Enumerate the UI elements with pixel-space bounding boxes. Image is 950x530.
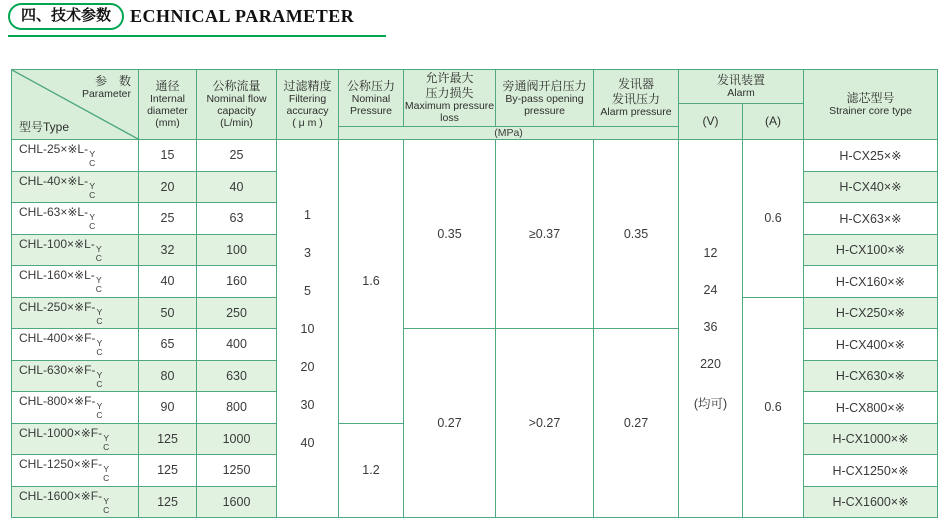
header-nominal-flow: 公称流量 Nominal flow capacity (L/min) xyxy=(197,70,277,140)
flow-cell: 100 xyxy=(197,234,277,266)
flow-cell: 250 xyxy=(197,297,277,329)
yc-suffix: Y C xyxy=(96,369,103,389)
header-volt: (V) xyxy=(679,104,743,140)
header-strainer-core-type: 滤芯型号 Strainer core type xyxy=(804,70,938,140)
model-cell: CHL-40×※L- Y C xyxy=(12,171,139,203)
flow-cell: 1250 xyxy=(197,455,277,487)
header-amp: (A) xyxy=(743,104,804,140)
header-mpa-unit: (MPa) xyxy=(339,127,679,140)
header-bypass-opening-pressure: 旁通阀开启压力 By-pass opening pressure xyxy=(496,70,594,127)
yc-suffix: Y C xyxy=(96,338,103,358)
diameter-cell: 25 xyxy=(139,203,197,235)
flow-cell: 400 xyxy=(197,329,277,361)
diameter-cell: 15 xyxy=(139,140,197,172)
max-pressure-loss-top-cell: 0.35 xyxy=(404,140,496,329)
diameter-cell: 125 xyxy=(139,486,197,518)
model-cell: CHL-630×※F- Y C xyxy=(12,360,139,392)
yc-suffix: Y C xyxy=(95,275,102,295)
strainer-cell: H-CX40×※ xyxy=(804,171,938,203)
diameter-cell: 125 xyxy=(139,455,197,487)
alarm-pressure-bottom-cell: 0.27 xyxy=(594,329,679,518)
model-cell: CHL-63×※L- Y C xyxy=(12,203,139,235)
model-cell: CHL-1000×※F- Y C xyxy=(12,423,139,455)
model-cell: CHL-100×※L- Y C xyxy=(12,234,139,266)
strainer-cell: H-CX800×※ xyxy=(804,392,938,424)
flow-cell: 1600 xyxy=(197,486,277,518)
strainer-cell: H-CX160×※ xyxy=(804,266,938,298)
diameter-cell: 90 xyxy=(139,392,197,424)
header-internal-diameter: 通径 Internal diameter (mm) xyxy=(139,70,197,140)
strainer-cell: H-CX250×※ xyxy=(804,297,938,329)
yc-suffix: Y C xyxy=(95,243,102,263)
model-cell: CHL-1250×※F- Y C xyxy=(12,455,139,487)
header-filtering-accuracy: 过滤精度 Filtering accuracy ( μ m ) xyxy=(277,70,339,140)
alarm-pressure-top-cell: 0.35 xyxy=(594,140,679,329)
diameter-cell: 20 xyxy=(139,171,197,203)
header-parameter-label: 参 数 Parameter xyxy=(81,74,131,100)
header-max-pressure-loss: 允许最大 压力损失 Maximum pressure loss xyxy=(404,70,496,127)
nominal-pressure-bottom-cell: 1.2 xyxy=(339,423,404,518)
section-title-pill: 四、技术参数 xyxy=(8,3,124,30)
diameter-cell: 125 xyxy=(139,423,197,455)
yc-suffix: Y C xyxy=(103,464,110,484)
diameter-cell: 65 xyxy=(139,329,197,361)
header-model-parameter xyxy=(12,70,139,140)
header-alarm-pressure: 发讯器 发讯压力 Alarm pressure xyxy=(594,70,679,127)
strainer-cell: H-CX1250×※ xyxy=(804,455,938,487)
yc-suffix: Y C xyxy=(103,495,110,515)
strainer-cell: H-CX630×※ xyxy=(804,360,938,392)
model-cell: CHL-250×※F- Y C xyxy=(12,297,139,329)
flow-cell: 160 xyxy=(197,266,277,298)
max-pressure-loss-bottom-cell: 0.27 xyxy=(404,329,496,518)
strainer-cell: H-CX25×※ xyxy=(804,140,938,172)
flow-cell: 25 xyxy=(197,140,277,172)
diameter-cell: 40 xyxy=(139,266,197,298)
amp-bottom-cell: 0.6 xyxy=(743,297,804,518)
header-nominal-pressure: 公称压力 Nominal Pressure xyxy=(339,70,404,127)
strainer-cell: H-CX1000×※ xyxy=(804,423,938,455)
header-alarm-device: 发讯装置 Alarm xyxy=(679,70,804,104)
section-title xyxy=(8,5,386,37)
bypass-pressure-bottom-cell: >0.27 xyxy=(496,329,594,518)
yc-suffix: Y C xyxy=(96,401,103,421)
header-type-label: 型号Type xyxy=(19,120,70,134)
accuracy-values: 1 3 5 10 20 30 40 xyxy=(300,207,315,450)
flow-cell: 630 xyxy=(197,360,277,392)
model-cell: CHL-160×※L- Y C xyxy=(12,266,139,298)
diameter-cell: 32 xyxy=(139,234,197,266)
yc-suffix: Y C xyxy=(89,149,96,169)
bypass-pressure-top-cell: ≥0.37 xyxy=(496,140,594,329)
volt-values: 12 24 36 220 (均可) xyxy=(693,245,728,411)
amp-top-cell: 0.6 xyxy=(743,140,804,298)
strainer-cell: H-CX100×※ xyxy=(804,234,938,266)
volt-values-cell xyxy=(679,140,743,518)
flow-cell: 800 xyxy=(197,392,277,424)
model-cell: CHL-25×※L- Y C xyxy=(12,140,139,172)
strainer-cell: H-CX400×※ xyxy=(804,329,938,361)
model-cell: CHL-400×※F- Y C xyxy=(12,329,139,361)
strainer-cell: H-CX63×※ xyxy=(804,203,938,235)
diameter-cell: 80 xyxy=(139,360,197,392)
yc-suffix: Y C xyxy=(96,306,103,326)
table-row xyxy=(12,140,938,172)
flow-cell: 40 xyxy=(197,171,277,203)
diameter-cell: 50 xyxy=(139,297,197,329)
yc-suffix: Y C xyxy=(89,180,96,200)
flow-cell: 1000 xyxy=(197,423,277,455)
model-cell: CHL-800×※F- Y C xyxy=(12,392,139,424)
yc-suffix: Y C xyxy=(103,432,110,452)
nominal-pressure-top-cell: 1.6 xyxy=(339,140,404,424)
section-title-english: ECHNICAL PARAMETER xyxy=(130,6,355,26)
technical-parameter-table xyxy=(11,69,938,518)
filtering-accuracy-values-cell xyxy=(277,140,339,518)
flow-cell: 63 xyxy=(197,203,277,235)
strainer-cell: H-CX1600×※ xyxy=(804,486,938,518)
model-cell: CHL-1600×※F- Y C xyxy=(12,486,139,518)
yc-suffix: Y C xyxy=(89,212,96,232)
